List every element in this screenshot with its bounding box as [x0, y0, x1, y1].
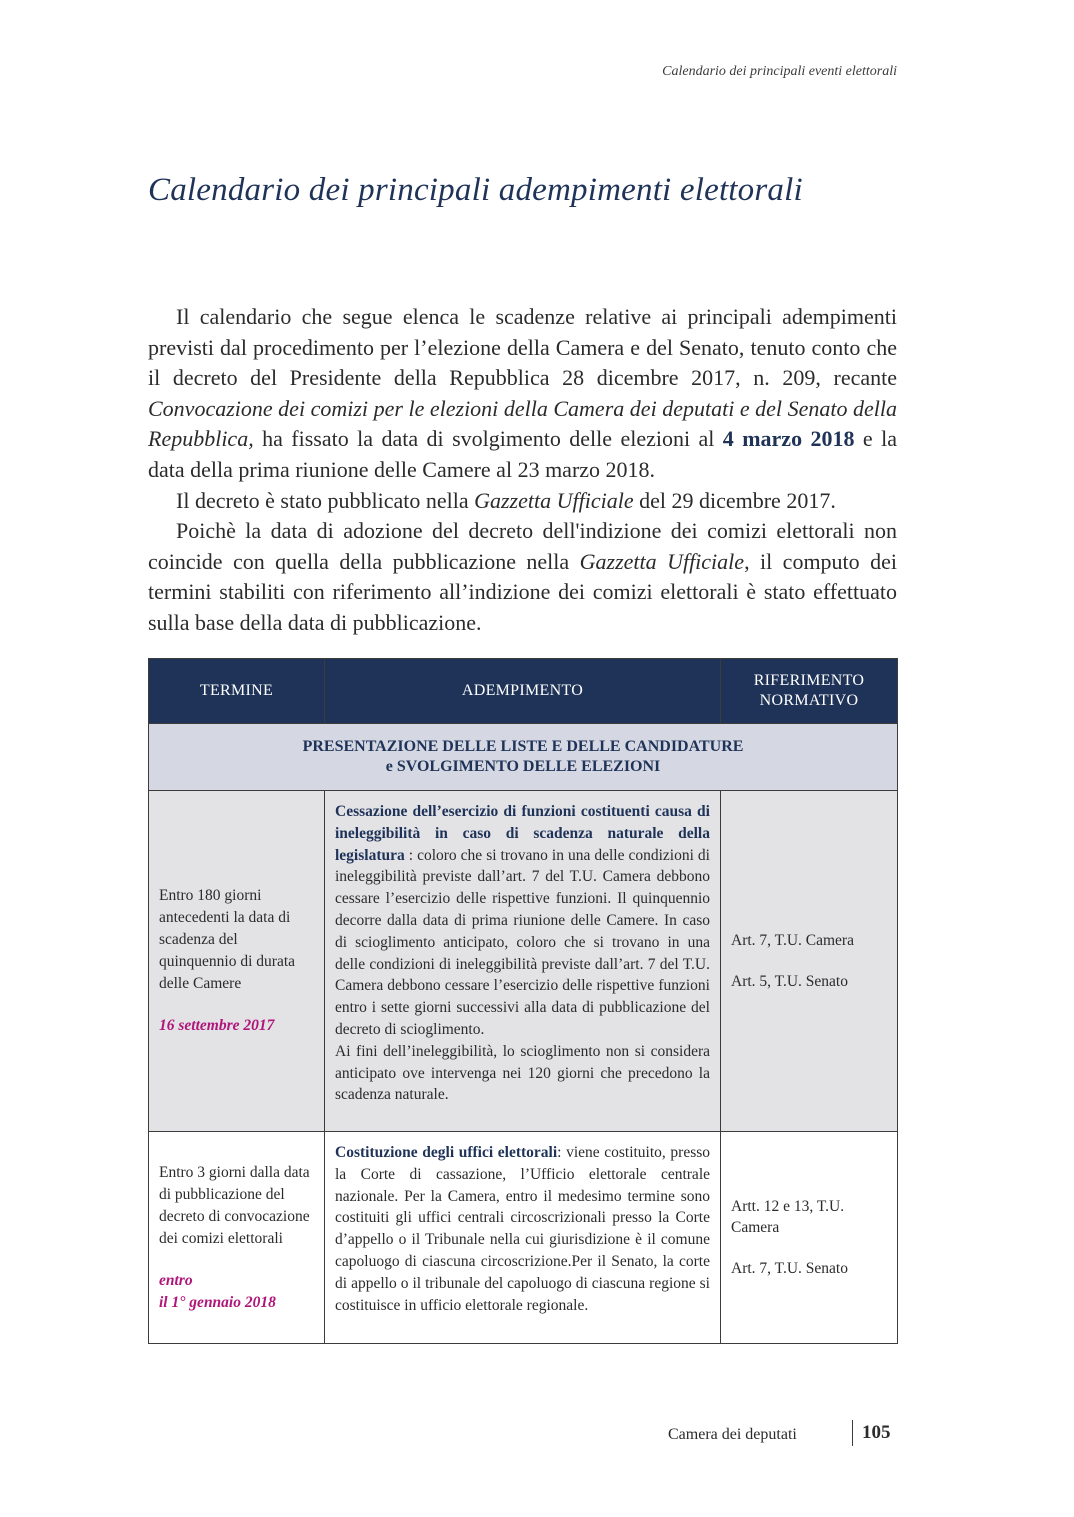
intro-text [148, 302, 897, 639]
reference-cell [721, 791, 898, 1132]
table-row [149, 1132, 898, 1344]
section-header-row [149, 724, 898, 791]
calendar-table [148, 658, 898, 1344]
intro-paragraph-1: Il calendario che segue elenca le scadenze relative ai principali adempimenti previsti dal procedimento per l’elezione della Camera e del Senato, tenuto conto che il decreto del Presidente della Repubblica 28 dicembre 2017, n. 209, recante Convocazione dei comizi per le elezioni della Camera dei deputati e del Senato della Repubblica, ha fissato la data di svolgimento delle elezioni al 4 marzo 2018 e la data della prima riunione delle Camere al 23 marzo 2018. [148, 304, 897, 482]
obligation-cell: Cessazione dell’esercizio di funzioni costituenti causa di ineleggibilità in caso di scadenza naturale della legislatura : coloro che si trovano in una delle condizioni di ineleggibilità previste dall’art. 7 del T.U. Camera debbono cessare l’esercizio delle rispettive funzioni. Il quinquennio decorre dalla data di prima riunione delle Camere. In caso di scioglimento anticipato, coloro che si trovano in una delle condizioni di ineleggibilità previste dall’art. 7 del T.U. Camera debbono cessare l’esercizio delle rispettive funzioni entro i sette giorni successivi alla data di pubblicazione del decreto di scioglimento. Ai fini dell’ineleggibilità, lo scioglimento non si considera anticipato ove intervenga nei 120 giorni che precedono la scadenza naturale. [325, 791, 721, 1132]
decree-title: Convocazione dei comizi per le elezioni della Camera dei deputati e del Senato della Repubblica, [148, 395, 897, 452]
footer-publisher: Camera dei deputati [668, 1426, 797, 1443]
intro-paragraph-2: Il decreto è stato pubblicato nella Gazzetta Ufficiale del 29 dicembre 2017. [176, 487, 836, 513]
term-cell: Entro 180 giorni antecedenti la data di scadenza del quinquennio di durata delle Camere 16 settembre 2017 [149, 791, 325, 1132]
deadline-date: entro il 1° gennaio 2018 [159, 1271, 276, 1311]
running-header: Calendario dei principali eventi elettorali [662, 64, 897, 79]
obligation-title: Cessazione dell’esercizio di funzioni costituenti causa di ineleggibilità in caso di scadenza naturale della legislatura [335, 803, 710, 864]
obligation-cell: Costituzione degli uffici elettorali: viene costituito, presso la Corte di cassazione, l’Ufficio elettorale centrale nazionale. Per la Camera, entro il medesimo termine sono costituiti gli uffici centrali circoscrizionali presso la Corte d’appello o il Tribunale nella cui giurisdizione è il comune capoluogo di ciascuna circoscrizione.Per il Senato, la corte di appello o il tribunale del capoluogo di ciascuna regione si costituisce in ufficio elettorale regionale. [325, 1132, 721, 1344]
election-date: 4 marzo 2018 [722, 426, 855, 452]
page-title: Calendario dei principali adempimenti elettorali [148, 172, 803, 208]
reference-cell [721, 1132, 898, 1344]
column-header-termine: TERMINE [149, 659, 325, 724]
page-number: 105 [862, 1422, 891, 1443]
reference-camera: Art. 7, T.U. Camera [731, 932, 854, 949]
table-row [149, 791, 898, 1132]
term-cell: Entro 3 giorni dalla data di pubblicazione del decreto di convocazione dei comizi elettorali entro il 1° gennaio 2018 [149, 1132, 325, 1344]
section-title: PRESENTAZIONE DELLE LISTE E DELLE CANDIDATURE e SVOLGIMENTO DELLE ELEZIONI [149, 724, 898, 791]
reference-camera: Artt. 12 e 13, T.U. Camera [731, 1198, 845, 1236]
deadline-date: 16 settembre 2017 [159, 1017, 275, 1034]
column-header-adempimento: ADEMPIMENTO [325, 659, 721, 724]
footer-divider [852, 1420, 853, 1446]
column-header-riferimento: RIFERIMENTO NORMATIVO [721, 659, 898, 724]
obligation-title: Costituzione degli uffici elettorali [335, 1144, 558, 1161]
intro-paragraph-3: Poichè la data di adozione del decreto dell'indizione dei comizi elettorali non coincide con quella della pubblicazione nella Gazzetta Ufficiale, il computo dei termini stabiliti con riferimento all’indizione dei comizi elettorali è stato effettuato sulla base della data di pubblicazione. [148, 518, 897, 635]
reference-senato: Art. 5, T.U. Senato [731, 973, 848, 990]
reference-senato: Art. 7, T.U. Senato [731, 1260, 848, 1277]
table-header-row [149, 659, 898, 724]
